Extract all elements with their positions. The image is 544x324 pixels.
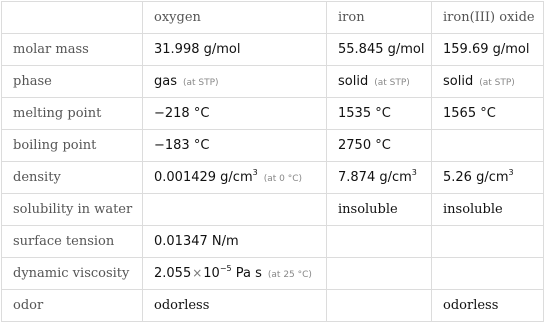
density-iron — [327, 162, 432, 194]
viscosity-oxygen-exponent: −5 — [219, 264, 232, 273]
molar-mass-iron: 55.845 g/mol — [327, 34, 432, 66]
phase-iron — [327, 66, 432, 98]
viscosity-oxygen-note: (at 25 °C) — [267, 270, 312, 280]
table-row — [2, 130, 544, 162]
header-row — [2, 2, 544, 34]
phase-oxide-note: (at STP) — [479, 78, 515, 88]
header-corner — [2, 2, 143, 34]
column-header-iron-oxide: iron(III) oxide — [432, 2, 544, 34]
solubility-oxygen — [143, 194, 327, 226]
viscosity-iron-oxide — [432, 258, 544, 290]
phase-iron-note: (at STP) — [374, 78, 410, 88]
table-row — [2, 226, 544, 258]
table-row — [2, 162, 544, 194]
row-label-solubility: solubility in water — [2, 194, 143, 226]
odor-iron-oxide: odorless — [432, 290, 544, 322]
row-label-odor: odor — [2, 290, 143, 322]
row-label-phase: phase — [2, 66, 143, 98]
odor-iron — [327, 290, 432, 322]
surface-tension-oxygen: 0.01347 N/m — [143, 226, 327, 258]
phase-oxide-value: solid — [443, 74, 474, 89]
odor-oxygen: odorless — [143, 290, 327, 322]
solubility-iron-oxide: insoluble — [432, 194, 544, 226]
boiling-point-iron-oxide — [432, 130, 544, 162]
row-label-surface-tension: surface tension — [2, 226, 143, 258]
row-label-density: density — [2, 162, 143, 194]
table-row — [2, 290, 544, 322]
density-oxide-value: 5.26 g/cm — [443, 170, 509, 185]
boiling-point-iron: 2750 °C — [327, 130, 432, 162]
density-oxygen — [143, 162, 327, 194]
boiling-point-oxygen: −183 °C — [143, 130, 327, 162]
density-oxygen-exponent: 3 — [252, 168, 258, 177]
viscosity-oxygen-unit: Pa s — [235, 266, 262, 281]
solubility-iron: insoluble — [327, 194, 432, 226]
table-row — [2, 66, 544, 98]
properties-table — [1, 1, 544, 322]
phase-iron-value: solid — [338, 74, 369, 89]
row-label-dynamic-viscosity: dynamic viscosity — [2, 258, 143, 290]
table-row — [2, 98, 544, 130]
density-iron-value: 7.874 g/cm — [338, 170, 412, 185]
column-header-oxygen: oxygen — [143, 2, 327, 34]
melting-point-iron: 1535 °C — [327, 98, 432, 130]
row-label-molar-mass: molar mass — [2, 34, 143, 66]
phase-oxygen-note: (at STP) — [183, 78, 219, 88]
density-iron-oxide — [432, 162, 544, 194]
density-oxide-exponent: 3 — [508, 168, 514, 177]
density-oxygen-note: (at 0 °C) — [263, 174, 303, 184]
viscosity-iron — [327, 258, 432, 290]
melting-point-iron-oxide: 1565 °C — [432, 98, 544, 130]
phase-oxygen-value: gas — [154, 74, 177, 89]
column-header-iron: iron — [327, 2, 432, 34]
viscosity-oxygen — [143, 258, 327, 290]
table-row — [2, 194, 544, 226]
viscosity-oxygen-mantissa: 2.055 — [154, 266, 192, 281]
table-row — [2, 258, 544, 290]
density-oxygen-value: 0.001429 g/cm — [154, 170, 253, 185]
row-label-boiling-point: boiling point — [2, 130, 143, 162]
table-row — [2, 34, 544, 66]
molar-mass-oxygen: 31.998 g/mol — [143, 34, 327, 66]
phase-oxygen — [143, 66, 327, 98]
melting-point-oxygen: −218 °C — [143, 98, 327, 130]
surface-tension-iron — [327, 226, 432, 258]
times-sign: × — [192, 266, 203, 280]
row-label-melting-point: melting point — [2, 98, 143, 130]
surface-tension-iron-oxide — [432, 226, 544, 258]
viscosity-oxygen-base: 10 — [203, 266, 220, 281]
phase-iron-oxide — [432, 66, 544, 98]
molar-mass-iron-oxide: 159.69 g/mol — [432, 34, 544, 66]
density-iron-exponent: 3 — [411, 168, 417, 177]
